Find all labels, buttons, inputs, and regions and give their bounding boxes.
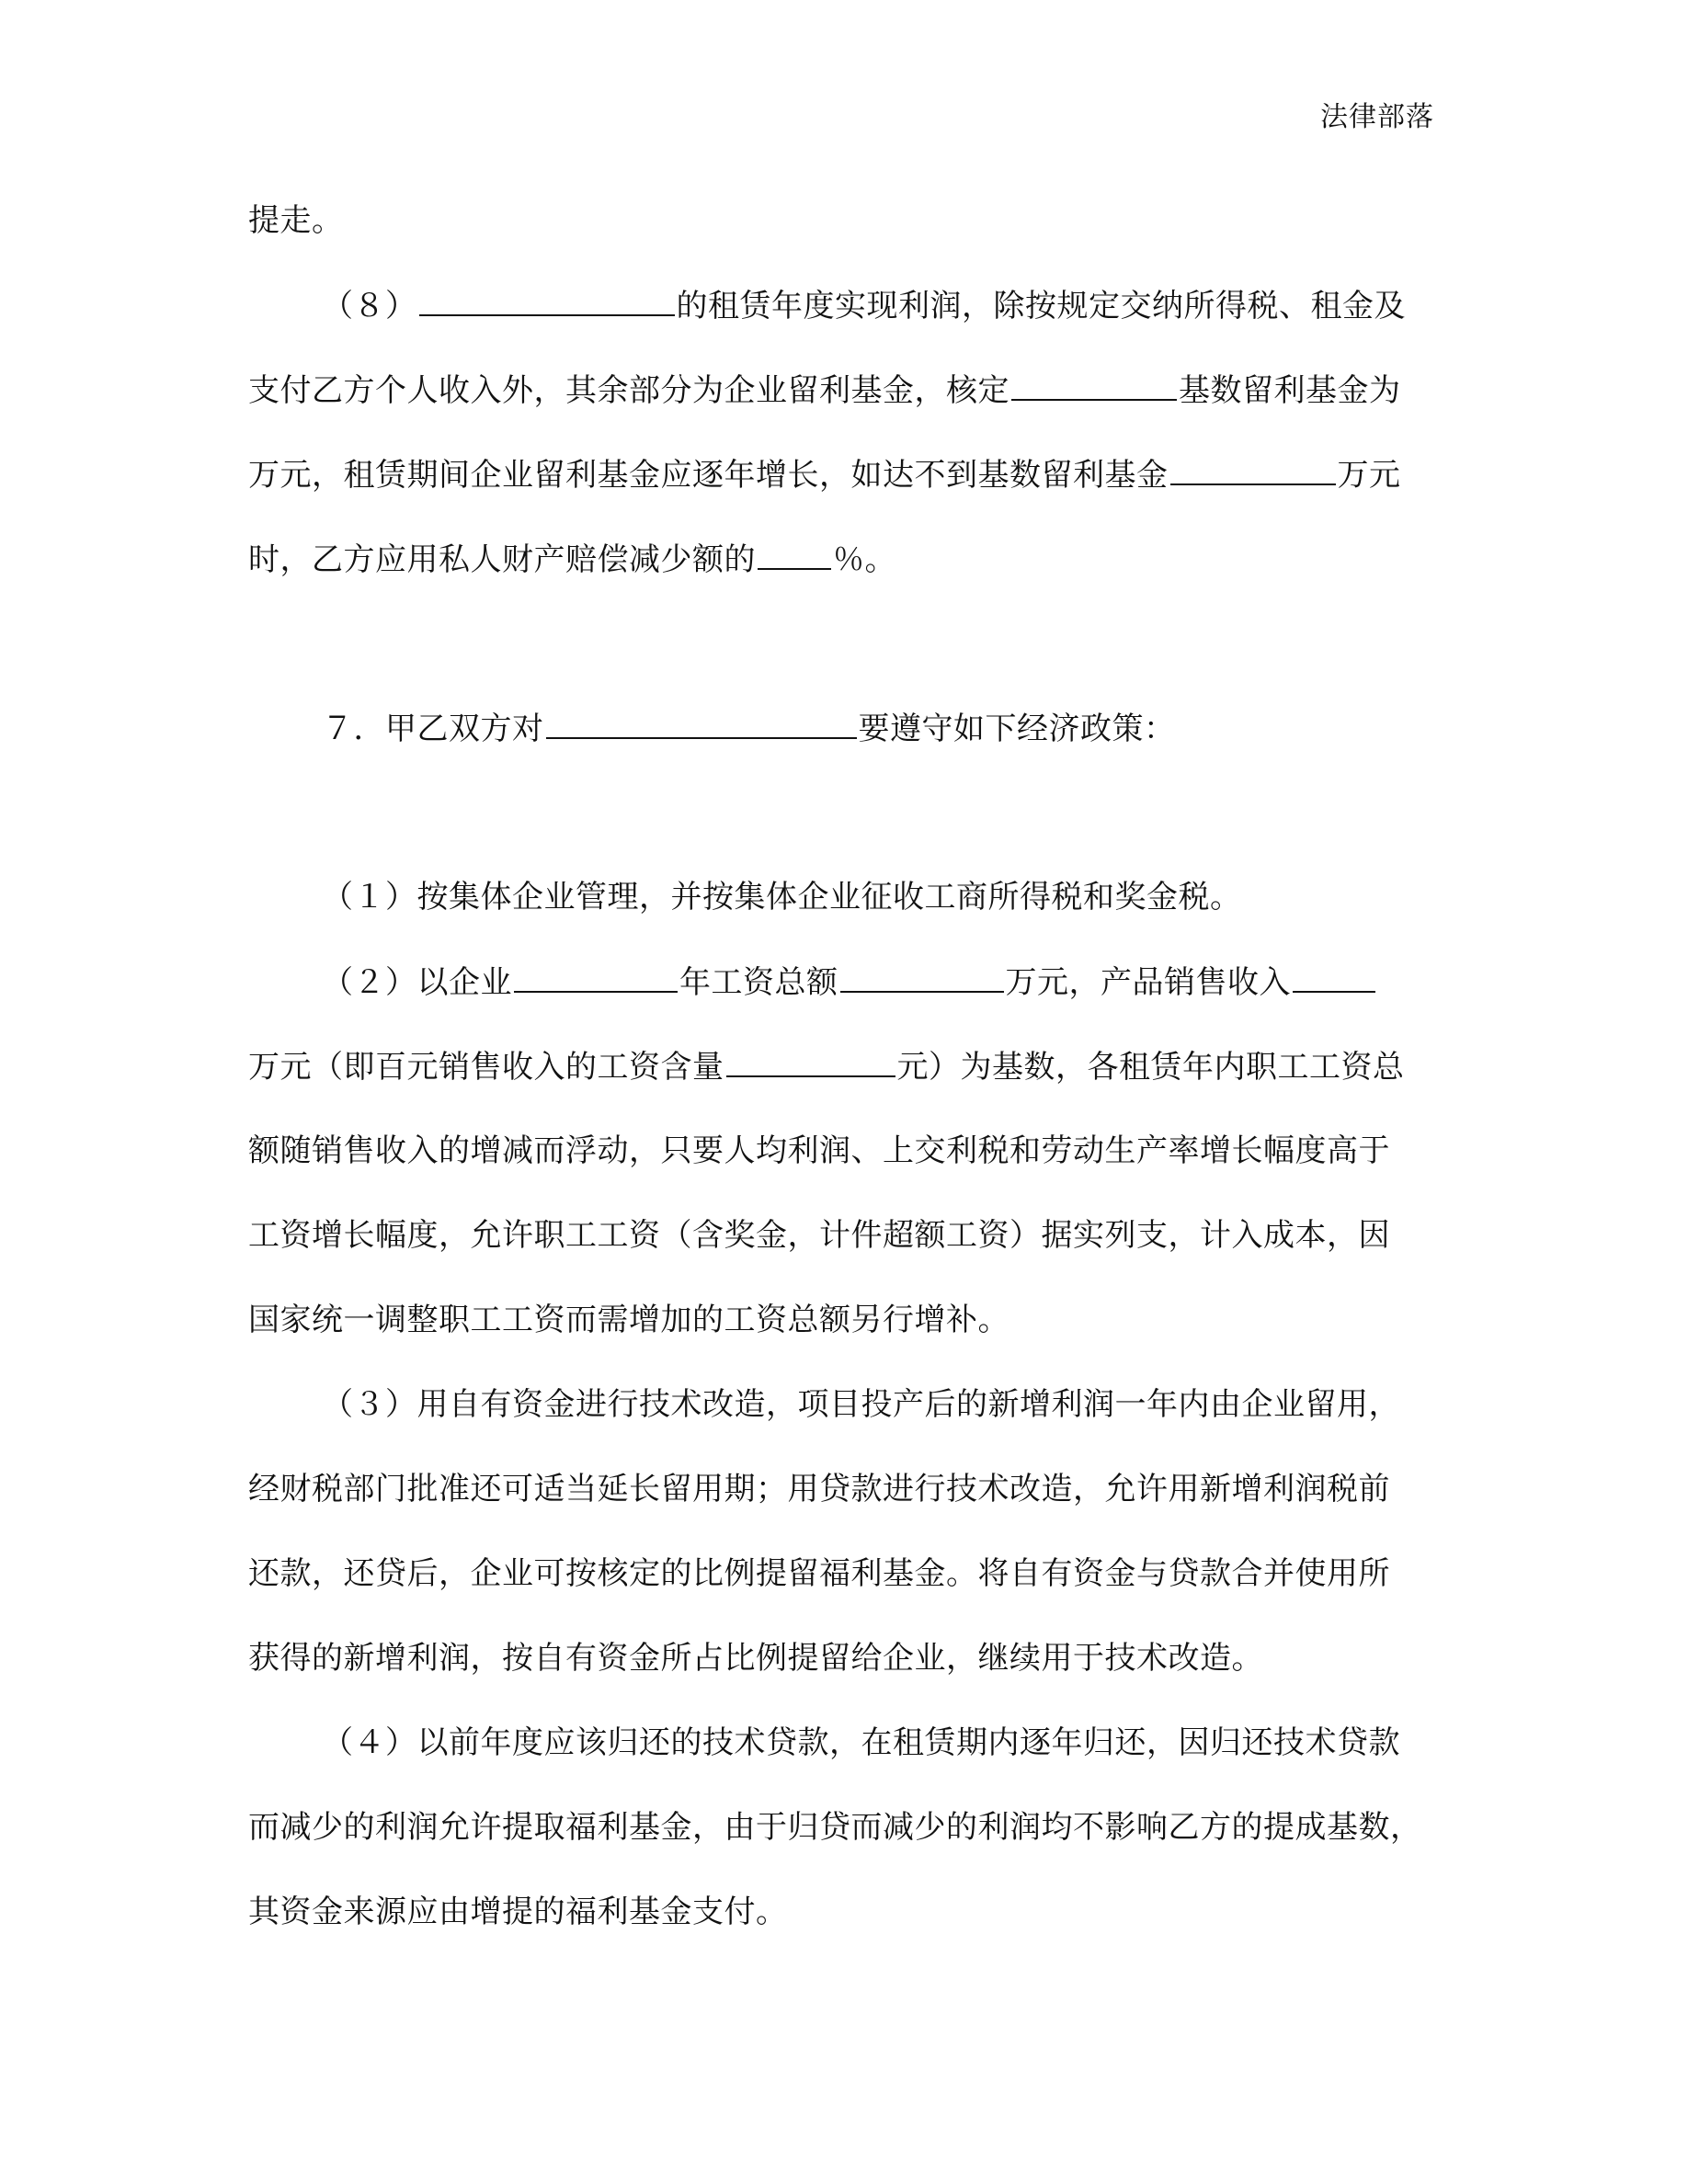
fill-in-blank <box>546 706 857 739</box>
fill-in-blank <box>1170 452 1336 485</box>
text-segment: 要遵守如下经济政策： <box>858 711 1176 747</box>
text-segment: （１）按集体企业管理，并按集体企业征收工商所得税和奖金税。 <box>322 879 1242 916</box>
text-segment: 国家统一调整职工工资而需增加的工资总额另行增补。 <box>248 1302 1009 1338</box>
text-segment: 提走。 <box>248 202 344 239</box>
fill-in-blank <box>840 960 1004 993</box>
text-segment: 而减少的利润允许提取福利基金，由于归贷而减少的利润均不影响乙方的提成基数， <box>248 1809 1422 1846</box>
clause-3-line-2 <box>248 1467 1443 1511</box>
text-segment: 支付乙方个人收入外，其余部分为企业留利基金，核定 <box>248 372 1009 409</box>
fill-in-blank <box>1293 960 1375 993</box>
text-segment: 万元 <box>1337 457 1401 494</box>
fill-in-blank <box>514 960 678 993</box>
clause-4-line-2 <box>248 1805 1443 1849</box>
clause-1-line <box>322 875 1517 919</box>
clause-8-line-1 <box>322 283 1517 328</box>
clause-3-line-3 <box>248 1552 1443 1596</box>
clause-2-line-5 <box>248 1298 1443 1342</box>
text-segment: 时，乙方应用私人财产赔偿减少额的 <box>248 541 756 578</box>
clause-2-line-2 <box>248 1044 1443 1089</box>
clause-2-line-4 <box>248 1213 1443 1257</box>
text-segment: 万元，产品销售收入 <box>1005 964 1291 1001</box>
text-segment: （２）以企业 <box>322 964 512 1001</box>
text-segment: 其资金来源应由增提的福利基金支付。 <box>248 1894 788 1930</box>
fill-in-blank <box>726 1044 895 1077</box>
fill-in-blank <box>419 283 675 316</box>
section-7-heading <box>322 706 1517 751</box>
clause-4-line-1 <box>322 1721 1517 1765</box>
clause-2-line-3 <box>248 1129 1443 1173</box>
text-segment: ７．甲乙双方对 <box>322 711 544 747</box>
clause-2-line-1 <box>322 960 1517 1005</box>
text-line <box>248 199 1443 243</box>
text-segment: ％。 <box>833 541 896 578</box>
text-segment: 还款，还贷后，企业可按核定的比例提留福利基金。将自有资金与贷款合并使用所 <box>248 1555 1390 1592</box>
text-segment: 基数留利基金为 <box>1179 372 1401 409</box>
fill-in-blank <box>758 537 831 570</box>
text-segment: 的租赁年度实现利润，除按规定交纳所得税、租金及 <box>676 288 1406 324</box>
text-segment: 额随销售收入的增减而浮动，只要人均利润、上交利税和劳动生产率增长幅度高于 <box>248 1132 1390 1169</box>
text-segment: （８） <box>322 288 417 324</box>
text-segment: （３）用自有资金进行技术改造，项目投产后的新增利润一年内由企业留用， <box>322 1386 1400 1423</box>
text-segment: 获得的新增利润，按自有资金所占比例提留给企业，继续用于技术改造。 <box>248 1640 1263 1677</box>
clause-8-line-2 <box>248 368 1443 413</box>
clause-4-line-3 <box>248 1890 1443 1934</box>
text-segment: 万元（即百元销售收入的工资含量 <box>248 1049 724 1086</box>
text-segment: 工资增长幅度，允许职工工资（含奖金，计件超额工资）据实列支，计入成本，因 <box>248 1217 1390 1254</box>
clause-8-line-4 <box>248 537 1443 582</box>
text-segment: 年工资总额 <box>679 964 838 1001</box>
text-segment: 万元，租赁期间企业留利基金应逐年增长，如达不到基数留利基金 <box>248 457 1169 494</box>
header-site-name: 法律部落 <box>1320 101 1434 133</box>
text-segment: 元）为基数，各租赁年内职工工资总 <box>896 1049 1405 1086</box>
text-segment: 经财税部门批准还可适当延长留用期；用贷款进行技术改造，允许用新增利润税前 <box>248 1471 1390 1507</box>
fill-in-blank <box>1011 368 1177 401</box>
clause-3-line-1 <box>322 1382 1517 1427</box>
clause-8-line-3 <box>248 452 1443 497</box>
clause-3-line-4 <box>248 1636 1443 1680</box>
text-segment: （４）以前年度应该归还的技术贷款，在租赁期内逐年归还，因归还技术贷款 <box>322 1724 1400 1761</box>
